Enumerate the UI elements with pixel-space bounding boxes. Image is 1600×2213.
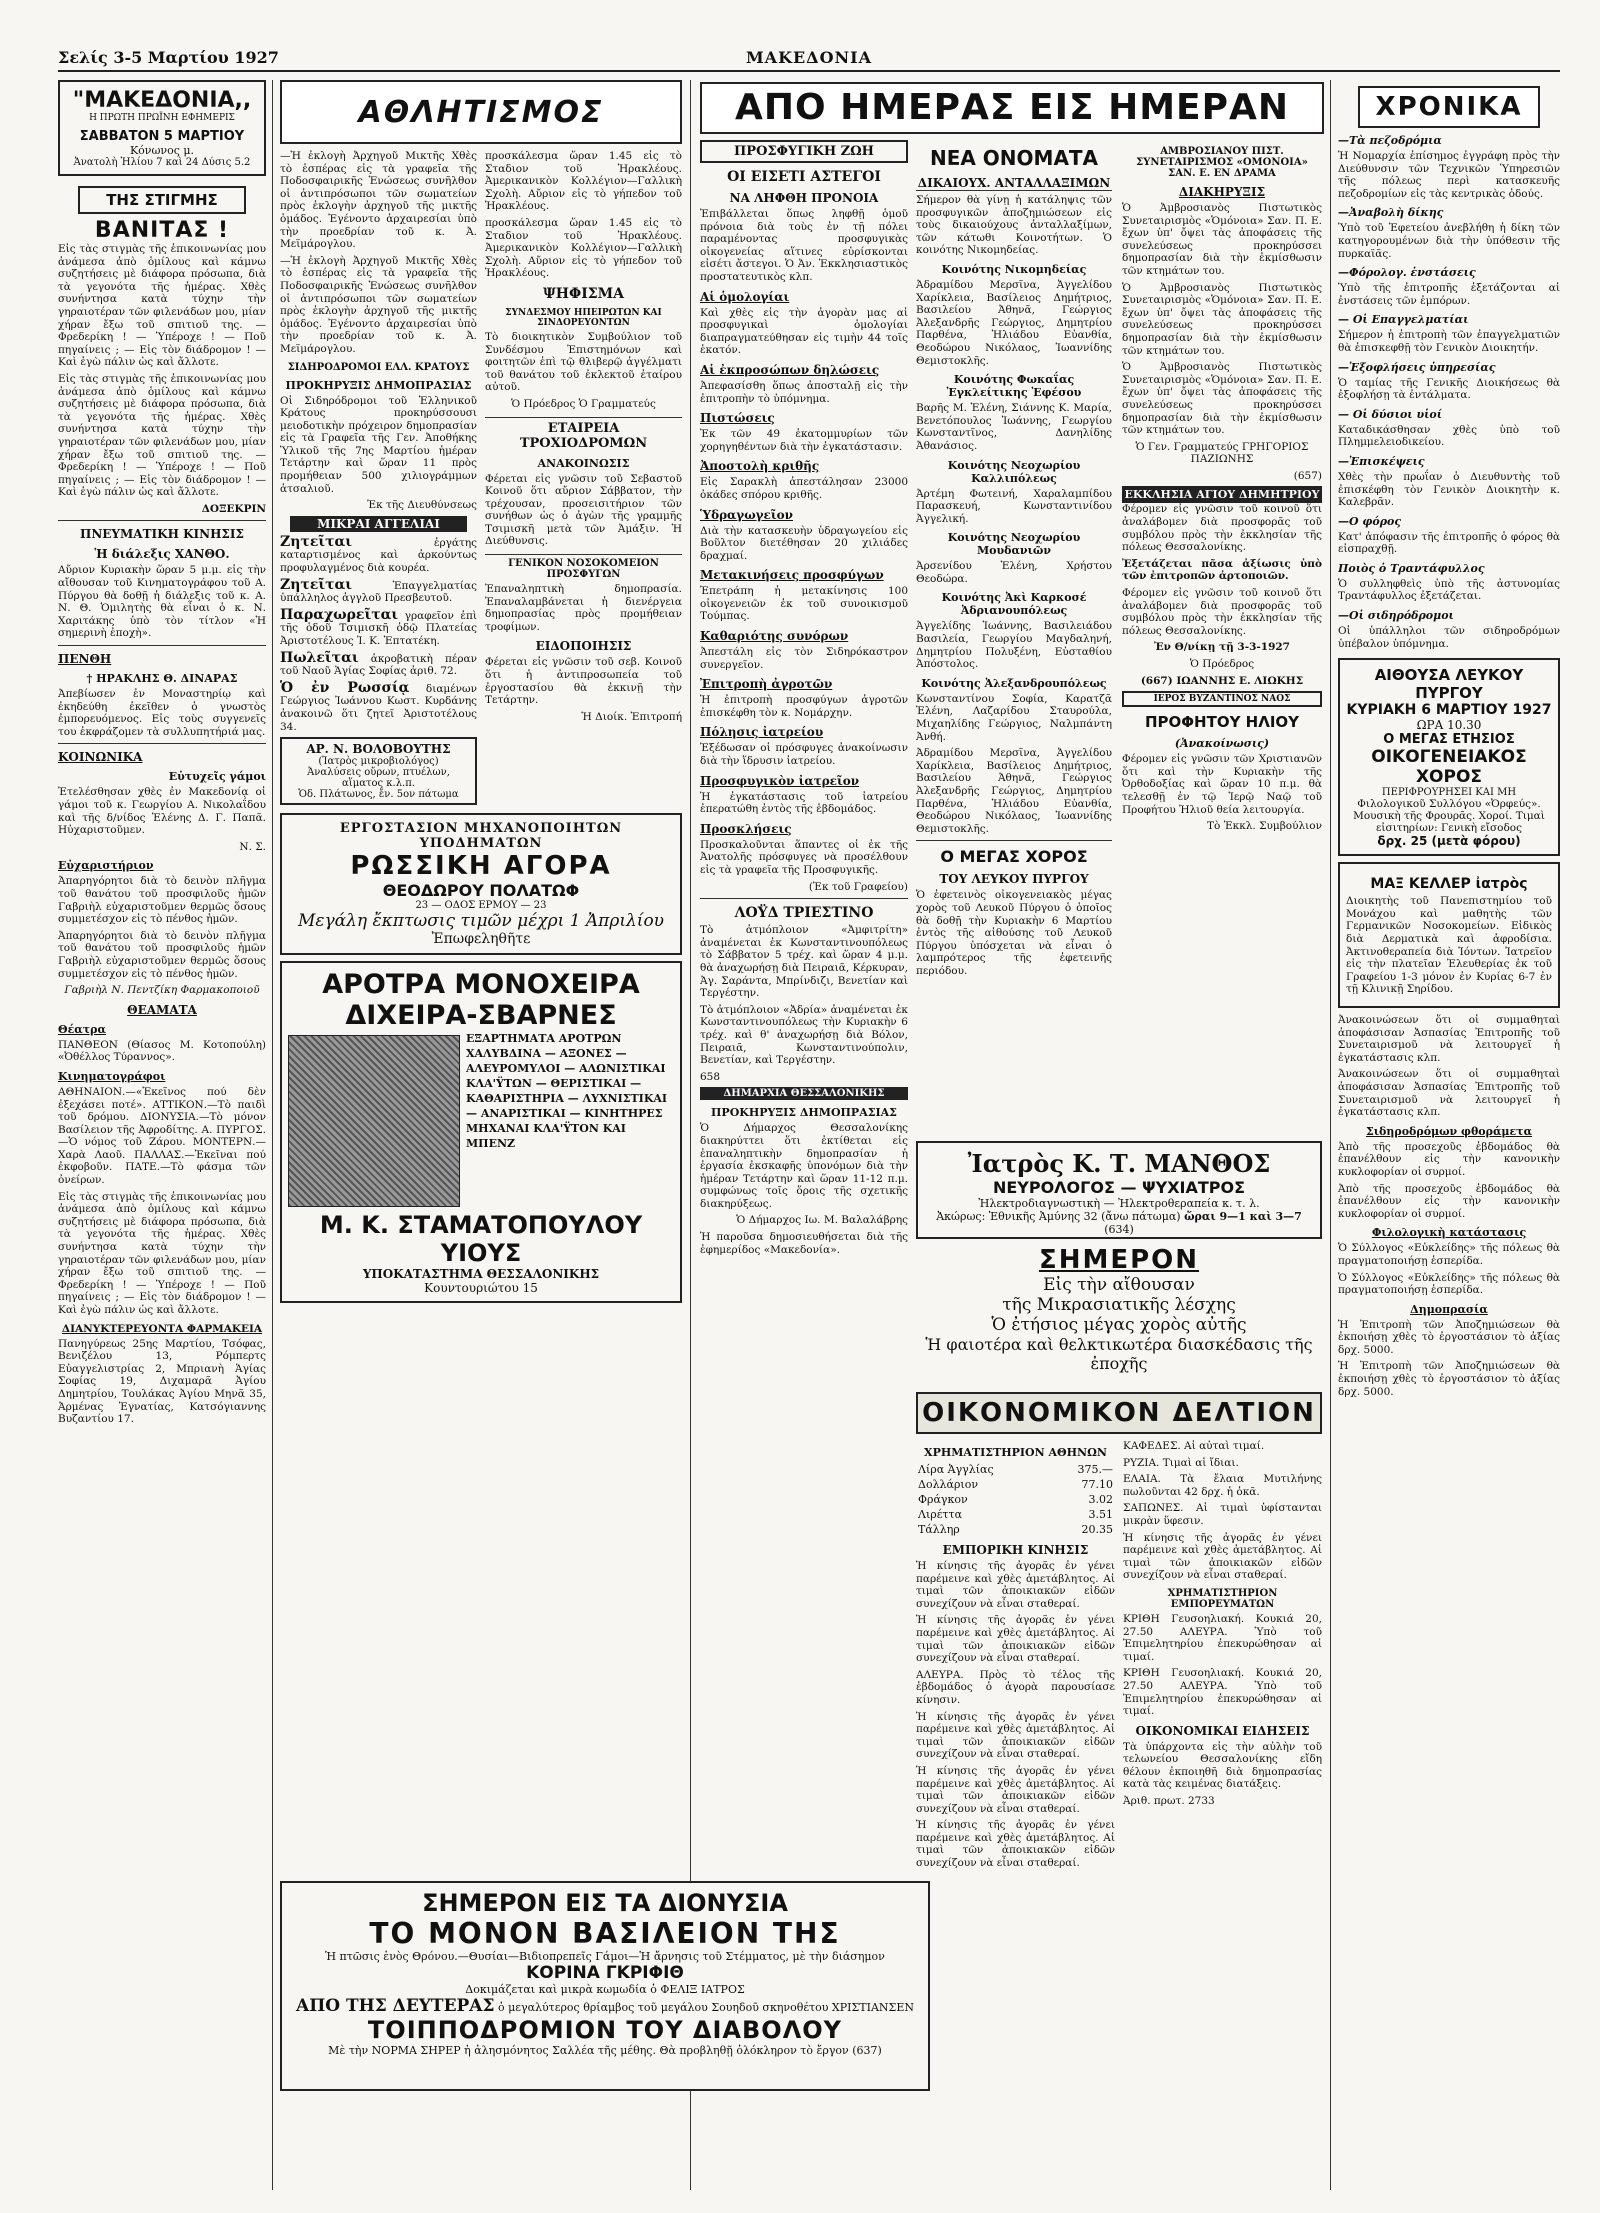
dionysia-heading: ΣΗΜΕΡΟΝ ΕΙΣ ΤΑ ΔΙΟΝΥΣΙΑ bbox=[422, 1889, 788, 1917]
dimarxia-text: Ὁ Δήμαρχος Θεσσαλονίκης διακηρύττει ὅτι ἐκτίθεται εἰς ἐπαναληπτικὴν δημοπρασίαν ἡ ἐργασία ἐκσκαφῆς ὑπονόμων διὰ τὴν ἡμέραν Τετάρτην καὶ ὥραν 11-12 π.μ. συμφώνως τοῖς ὅροις τῆς σχετικῆς διακηρύξεως. bbox=[700, 1122, 908, 1210]
lloyd-num: 658 bbox=[700, 1070, 721, 1083]
sunrise-sunset: Ἀνατολὴ Ἡλίου 7 καὶ 24 Δύσις 5.2 bbox=[73, 157, 251, 168]
penthi-text: Ἀπεβίωσεν ἐν Μοναστηρίῳ καὶ ἐκηδεύθη ἐκεῖθεν ὁ γνωστὸς ἐμπορευόμενος. Εἰς τοὺς συγγενεῖς του ἐκφράζομεν τὰ συλλυπητήριά μας. bbox=[58, 688, 266, 738]
eisiti-heading: ΟΙ ΕΙΣΕΤΙ ΑΣΤΕΓΟΙ bbox=[727, 169, 881, 185]
omologiai-text: Καὶ χθὲς εἰς τὴν ἀγορὰν μας αἱ προσφυγικαὶ ὁμολογίαι διαπραγματεύθησαν εἰς τιμὴν 44 τοῖς ἑκατόν. bbox=[700, 306, 908, 357]
dionysia-cast: Μὲ τὴν ΝΟΡΜΑ ΣΗΡΕΡ ἡ ἀλησμόνητος Σαλλέα τῆς μέθης. Θὰ προβληθῇ ὁλόκληρον τὸ ἔργον bbox=[328, 2044, 849, 2057]
keller-ad bbox=[1338, 862, 1560, 1008]
rossiki-heading: ΕΡΓΟΣΤΑΣΙΟΝ ΜΗΧΑΝΟΠΟΙΗΤΩΝ ΥΠΟΔΗΜΑΤΩΝ bbox=[339, 821, 623, 852]
dimarxia-sign: Ὁ Δήμαρχος Ιω. Μ. Βαλαλάβρης bbox=[736, 1214, 908, 1227]
banner-title: ΑΠΟ ΗΜΕΡΑΣ ΕΙΣ ΗΜΕΡΑΝ bbox=[734, 87, 1290, 128]
saint-name: Κόνωνος μ. bbox=[129, 144, 195, 157]
athlitismos-text-2b: προσκάλεσμα ὥραν 1.45 εἰς τὸ Σταδιον τοῦ Ἡρακλέους. Ἀμερικανικὸν Κολλέγιον—Γαλλικὴ Σχολὴ. Αὔριον εἰς τὸ γήπεδον τοῦ Ἡρακλέους. bbox=[485, 216, 682, 280]
dim-text-2: Ἡ Ἐπιτροπὴ τῶν Ἀποζημιώσεων θὰ ἐκποιήσῃ χθὲς τὸ ἐργοστάσιον τὸ ἀξίας δρχ. 5000. bbox=[1338, 1360, 1560, 1398]
vanitas-text: Εἰς τὰς στιγμὰς τῆς ἐπικοινωνίας μου ἀνάμεσα ἀπὸ ὁμίλους καὶ κάμνω συζητήσεις μὲ διάφορα πρόσωπα, διὰ τὰ γεγονότα τῆς ἡμέρας. Χθὲς συνήντησα κατὰ τύχην τὴν γηραιοτέραν τῶν φιλενάδων μου, μίαν χήραν ἔξω τοῦ σπιτιοῦ της. — Φρεδερίκη ! — Ὑπέροχε ! — Ποῦ πηγαίνεις ; — Εἰς τὸν διάδρομον ! — Καὶ ἐγὼ πάλιν ὡς καὶ ἄλλοτε. bbox=[58, 243, 266, 369]
dionysia-next-text: ὁ μεγαλύτερος θρίαμβος τοῦ μεγάλου Σουηδοῦ σκηνοθέτου ΧΡΙΣΤΙΑΝΣΕΝ bbox=[498, 2001, 914, 2014]
vanitas-signature: ΔΟΞΕΚΡΙΝ bbox=[201, 502, 266, 515]
rossiki-name: ΡΩΣΣΙΚΗ ΑΓΟΡΑ bbox=[350, 851, 612, 882]
genikon-text: Ἐπαναληπτικὴ δημοπρασία. Ἐπαναλαμβάνεται ἡ διενέργεια δημοπρασίας πρὸς προμήθειαν τροφίμων. bbox=[485, 583, 682, 633]
amvrosios-text-3: Ὁ Ἀμβροσιανὸς Πιστωτικὸς Συνεταιρισμὸς «Ὁμόνοια» Σαν. Π. Ε. ἔχων ὑπ' ὄψει τὰς ἀποφάσεις τῆς συνελεύσεως προκηρύσσει δημοπρασίαν διὰ τὴν ἐκμίσθωσιν τῶν κτημάτων του. bbox=[1122, 361, 1322, 437]
rate-row bbox=[916, 1492, 1115, 1507]
xronika-item-text: Σήμερον ἡ ἐπιτροπὴ τῶν ἐπαγγελματιῶν θὰ ἐπισκεφθῇ τὸν Γενικὸν Διοικητήν. bbox=[1338, 329, 1560, 354]
xrim-heading: ΧΡΗΜΑΤΙΣΤΗΡΙΟΝ ΑΘΗΝΩΝ bbox=[924, 1446, 1107, 1459]
simeron-ad bbox=[916, 1245, 1322, 1375]
stigmi-heading: ΤΗΣ ΣΤΙΓΜΗΣ bbox=[78, 186, 246, 214]
ad-heading: ΑΙΘΟΥΣΑ ΛΕΥΚΟΥ ΠΥΡΓΟΥ bbox=[1374, 666, 1524, 703]
simeron-line-1: Εἰς τὴν αἴθουσαν bbox=[1043, 1275, 1195, 1295]
ad-date: ΚΥΡΙΑΚΗ 6 ΜΑΡΤΙΟΥ 1927 bbox=[1346, 702, 1552, 719]
arotra-list: ΕΞΑΡΤΗΜΑΤΑ ΑΡΟΤΡΩΝ ΧΑΛΥΒΔΙΝΑ — ΑΞΟΝΕΣ — ΑΛΕΥΡΟΜΥΛΟΙ — ΑΛΩΝΙΣΤΙΚΑΙ ΚΛΑ'ΫΤΩΝ — ΘΕΡΙΣΤΙΚΑΙ — ΚΑΘΑΡΙΣΤΗΡΙΑ — ΛΥΧΝΙΣΤΙΚΑΙ — ΑΝΑΡΙΣΤΙΚΑΙ — ΚΙΝΗΤΗΡΕΣ ΜΗΧΑΝΑΙ ΚΛΑ'ΫΤΟΝ ΚΑΙ ΜΠΕΝΖ bbox=[466, 1032, 668, 1151]
nea-community-4: Κοινότης Νεοχωρίου Μουδανιῶν bbox=[947, 531, 1081, 558]
nea-text-1: Σήμερον θὰ γίνῃ ἡ κατάληψις τῶν προσφυγικῶν ἀποζημιώσεων εἰς τοὺς δικαιούχους ἀνταλλαξίμων, τῶν κάτωθι Κοινοτήτων. Ὁ κοινότης Νικομηδείας. bbox=[916, 194, 1112, 257]
rossiki-address: 23 — ΟΔΟΣ ΕΡΜΟΥ — 23 bbox=[415, 900, 547, 912]
nea-text-3: Βαρῆς Μ. Ἑλένη, Σιάννης Κ. Μαρία, Βενετόπουλος Ἰωάννης, Γεωργίου Κωνσταντῖνος, Δανηλίδης Ἀθανάσιος. bbox=[916, 402, 1112, 452]
genikon-heading: ΓΕΝΙΚΟΝ ΝΟΣΟΚΟΜΕΙΟΝ ΠΡΟΣΦΥΓΩΝ bbox=[485, 554, 682, 580]
sapwnia-text: ΣΑΠΩΝΕΣ. Αἱ τιμαὶ ὑφίστανται μικρὰν ὕφεσιν. bbox=[1123, 1502, 1322, 1527]
megas-xoros-heading: Ο ΜΕΓΑΣ ΧΟΡΟΣ bbox=[940, 847, 1088, 867]
rate-value: 375.— bbox=[1077, 1463, 1113, 1476]
dimarxia-note: Ἡ παροῦσα δημοσιευθήσεται διὰ τῆς ἐφημερίδος «Μακεδονία». bbox=[700, 1231, 908, 1256]
simeron-line-3: Ὁ ἐτήσιος μέγας χορὸς αὐτῆς bbox=[991, 1315, 1247, 1335]
profitis-text: Φέρομεν εἰς γνῶσιν τῶν Χριστιανῶν ὅτι καὶ τὴν Κυριακὴν τῆς Ὀρθοδοξίας καὶ ὥραν 10 π.μ. θὰ τελεσθῇ ἐν τῷ Ἱερῷ Ναῷ τοῦ Προφήτου Ἠλιοῦ θεία λειτουργία. bbox=[1122, 753, 1322, 816]
emporiki-text-3: Ἡ κίνησις τῆς ἀγορᾶς ἐν γένει παρέμεινε καὶ χθὲς ἀμετάβλητος. Αἱ τιμαὶ τῶν ἀποικιακῶν εἰδῶν συνεχίζουν νὰ εἶναι σταθεραί. bbox=[916, 1710, 1115, 1761]
xronika-item-heading: —Οἱ σιδηρόδρομοι bbox=[1338, 609, 1454, 623]
rate-name: Λιρέττα bbox=[918, 1508, 963, 1521]
xronika-item-text: Ὑπὸ τῆς ἐπιτροπῆς ἐξετάζονται αἱ ἐνστάσεις τῶν ἐμπόρων. bbox=[1338, 282, 1560, 307]
theatra-text: ΠΑΝΘΕΟΝ (Θίασος Μ. Κοτοπούλη) «Ὀθέλλος Τύραννος». bbox=[58, 1038, 266, 1064]
ekklisia-text: Φέρομεν εἰς γνῶσιν τοῦ κοινοῦ ὅτι ἀναλάβομεν διὰ προσφορᾶς τοῦ συμβόλου πρὸς τὴν ἐκκλησίαν τῆς πόλεως Θεσσαλονίκης. bbox=[1122, 503, 1322, 554]
nea-community-5: Κοινότης Ἀκὶ Καρκοσέ Ἀδριανουπόλεως bbox=[941, 591, 1087, 618]
xronika-item-text: Κατ' ἀπόφασιν τῆς ἐπιτροπῆς ὁ φόρος θὰ εἰσπραχθῇ. bbox=[1338, 530, 1560, 556]
vanitas-text-repeat: Εἰς τὰς στιγμὰς τῆς ἐπικοινωνίας μου ἀνάμεσα ἀπὸ ὁμίλους καὶ κάμνω συζητήσεις μὲ διάφορα πρόσωπα, διὰ τὰ γεγονότα τῆς ἡμέρας. Χθὲς συνήντησα κατὰ τύχην τὴν γηραιοτέραν τῶν φιλενάδων μου, μίαν χήραν ἔξω τοῦ σπιτιοῦ της. — Φρεδερίκη ! — Ὑπέροχε ! — Ποῦ πηγαίνεις ; — Εἰς τὸν διάδρομον ! — Καὶ ἐγὼ πάλιν ὡς καὶ ἄλλοτε. bbox=[58, 372, 266, 499]
xronika-item-text: Ὑπὸ τοῦ Ἐφετείου ἀνεβλήθη ἡ δίκη τῶν κατηγορουμένων διὰ τὴν ὑπόθεσιν τῆς πυρκαϊᾶς. bbox=[1338, 222, 1560, 260]
arotra-company: Μ. Κ. ΣΤΑΜΑΤΟΠΟΥΛΟΥ ΥΙΟΥΣ bbox=[319, 1211, 643, 1268]
eidopoiisis-heading: ΕΙΔΟΠΟΙΗΣΙΣ bbox=[535, 639, 632, 654]
nea-text-8: Ἀδραμίδου Μερσῖνα, Ἀγγελίδου Χαρίκλεια, Βασίλειος Δημήτριος, Βασιλείου Ἀθηνᾶ, Γεώργιος Ἀλεξανδρῆς Γεώργιος, Δημητρίου Παρθένα, Ἠλιάδου Εὐανθία, Θεοδώρου Νικόλαος, Ἰωαννίδης Θεμιστοκλῆς. bbox=[916, 747, 1112, 835]
dionysia-num: (637) bbox=[852, 2044, 882, 2057]
xronika-item-heading: —Ἐπισκέψεις bbox=[1338, 454, 1425, 468]
amvrosios-text: Ὁ Ἀμβροσιανὸς Πιστωτικὸς Συνεταιρισμὸς «Ὁμόνοια» Σαν. Π. Ε. ἔχων ὑπ' ὄψει τὰς ἀποφάσεις τῆς συνελεύσεως προκηρύσσει δημοπρασίαν διὰ τὴν ἐκμίσθωσιν τῶν κτημάτων του. bbox=[1122, 202, 1322, 277]
masthead-subtitle: Η ΠΡΩΤΗ ΠΡΩΪΝΗ ΕΦΗΜΕΡΙΣ bbox=[89, 113, 235, 123]
athlitismos-text-2: προσκάλεσμα ὥραν 1.45 εἰς τὸ Σταδιον τοῦ Ἡρακλέους. Ἀμερικανικὸν Κολλέγιον—Γαλλικὴ Σχολὴ. Αὔριον εἰς τὸ γήπεδον τοῦ Ἡρακλέους. bbox=[485, 150, 682, 213]
lloyd-heading: ΛΟΫΔ ΤΡΙΕΣΤΙΝΟ bbox=[734, 905, 874, 922]
kinim-text-2: Εἰς τὰς στιγμὰς τῆς ἐπικοινωνίας μου ἀνάμεσα ἀπὸ ὁμίλους καὶ κάμνω συζητήσεις μὲ διάφορα πρόσωπα, διὰ τὰ γεγονότα τῆς ἡμέρας. Χθὲς συνήντησα κατὰ τύχην τὴν γηραιοτέραν τῶν φιλενάδων μου, μίαν χήραν ἔξω τοῦ σπιτιοῦ της. — Φρεδερίκη ! — Ὑπέροχε ! — Ποῦ πηγαίνεις ; — Εἰς τὸν διάδρομον ! — Καὶ ἐγὼ πάλιν ὡς καὶ ἄλλοτε. bbox=[58, 1190, 266, 1316]
nea-text-5: Ἀρσενίδου Ἑλένη, Χρήστου Θεοδώρα. bbox=[916, 560, 1112, 585]
arotra-address: Κουντουριώτου 15 bbox=[424, 1281, 538, 1296]
amvrosios-num: (657) bbox=[1293, 469, 1322, 482]
nea-community-2: Κοινότης Φωκαΐας Ἐγκλείτικης Ἐφέσου bbox=[946, 373, 1082, 400]
zitite-text-1: ἐργάτης καταρτισμένος καὶ ἀρκούντως προφυλαγμένος διὰ κουρέα. bbox=[280, 536, 477, 575]
ekprosopon-heading: Αἱ ἐκπροσώπων δηλώσεις bbox=[700, 362, 880, 377]
eidopoiisis-text: Φέρεται εἰς γνῶσιν τοῦ σεβ. Κοινοῦ ὅτι ἡ ἀντιπροσωπεία τοῦ ἐργοστασίου θὰ ἐκκινῇ τὴν Τετάρτην. bbox=[485, 656, 682, 707]
xronika-item-text: Ἡ Νομαρχία ἐπίσημος ἐγγράφη πρὸς τὴν Διεύθυνσιν τῶν Τεχνικῶν Ὑπηρεσιῶν τῆς πόλεως περὶ κατασκευῆς πεζοδρομίων εἰς τὰς κεντρικὰς ὁδούς. bbox=[1338, 150, 1560, 200]
arotra-branch: ΥΠΟΚΑΤΑΣΤΗΜΑ ΘΕΣΣΑΛΟΝΙΚΗΣ bbox=[362, 1267, 600, 1282]
ekklisia-sign: (667) ΙΩΑΝΝΗΣ Ε. ΛΙΩΚΗΣ bbox=[1140, 674, 1304, 687]
ekprosopon-text: Ἀπεφασίσθη ὅπως ἀποσταλῇ εἰς τὴν ἐπιτροπὴν τὸ ὑπόμνημα. bbox=[700, 379, 908, 405]
ad-time: ΩΡΑ 10.30 bbox=[1416, 718, 1482, 733]
agrotes-heading: Ἐπιτροπὴ ἀγροτῶν bbox=[700, 677, 833, 692]
anakoinosis-heading: ΑΝΑΚΟΙΝΩΣΙΣ bbox=[537, 456, 630, 470]
rossiki-sale: Μεγάλη ἔκπτωσις τιμῶν μέχρι 1 Ἀπριλίου bbox=[297, 911, 665, 932]
manthos-hours: ὥραι 9—1 καὶ 3—7 bbox=[1184, 1210, 1302, 1223]
anakoinosis-text: Φέρεται εἰς γνῶσιν τοῦ Σεβαστοῦ Κοινοῦ ὅτι αὔριον Σάββατον, τὴν τρέχουσαν, προσεισιτήριον τῶν συνήθων ὡς ὁ ἀγὼν τῆς γραμμῆς Τσιμισκῆ μετὰ τῶν Ἀμάξιν. Ἡ Διεύθυνσις. bbox=[485, 472, 682, 548]
koinonika-heading: ΚΟΙΝΩΝΙΚΑ bbox=[58, 750, 143, 765]
dionysia-extra: Δοκιμάζεται καὶ μικρὰ κωμωδία ὁ ΦΕΛΙΞ ΙΑΤΡΟΣ bbox=[465, 1983, 745, 1996]
metakiniseis-text: Ἐπετράπη ἡ μετακίνησις 100 οἰκογενειῶν ἐκ τοῦ συνοικισμοῦ Τούμπας. bbox=[700, 585, 908, 623]
pistoseis-text: Ἐκ τῶν 49 ἐκατομμυρίων τῶν χορηγηθέντων διὰ τὴν ἐγκατάστασιν. bbox=[700, 428, 908, 453]
rossia: Ὁ ἐν Ρωσσίᾳ bbox=[280, 679, 410, 696]
farmakeia-heading: ΔΙΑΝΥΚΤΕΡΕΥΟΝΤΑ ΦΑΡΜΑΚΕΙΑ bbox=[61, 1322, 263, 1335]
penthi-name: † ΗΡΑΚΛΗΣ Θ. ΔΙΝΑΡΑΣ bbox=[86, 672, 238, 686]
ad-event-2: ΟΙΚΟΓΕΝΕΙΑΚΟΣ ΧΟΡΟΣ bbox=[1371, 747, 1527, 788]
column-rule bbox=[1330, 80, 1331, 2190]
rate-value: 3.02 bbox=[1088, 1493, 1113, 1506]
ad-event: Ο ΜΕΓΑΣ ΕΤΗΣΙΟΣ bbox=[1383, 732, 1515, 748]
zitite-2: Ζητεῖται bbox=[280, 576, 353, 593]
megas-xoros-text: Ὁ ἐφετεινὸς οἰκογενειακὸς μέγας χορὸς τοῦ Λευκοῦ Πύργου ὁ ὁποῖος θὰ δοθῇ τὴν Κυριακὴν 6 Μαρτίου ἐντὸς τῆς αἰθούσης τοῦ Λευκοῦ Πύργου ὑπόσχεται νὰ εἶναι ὁ λαμπρότερος τῆς ἐφετεινῆς περιόδου. bbox=[916, 889, 1112, 977]
mikrai-heading: ΜΙΚΡΑΙ ΑΓΓΕΛΙΑΙ bbox=[290, 516, 467, 532]
proskliseis-heading: Προσκλήσεις bbox=[700, 821, 792, 836]
xronika-title: ΧΡΟΝΙΚΑ bbox=[1375, 92, 1523, 122]
ekklisia-president: Ὁ Πρόεδρος bbox=[1189, 658, 1255, 670]
apostoli-heading: Ἀποστολὴ κριθῆς bbox=[700, 459, 820, 474]
iatreio-text: Ἐξέδωσαν οἱ πρόσφυγες ἀνακοίνωσιν διὰ τὴν ἵδρυσιν ἰατρείου. bbox=[700, 742, 908, 768]
xantho-heading: Ἡ διάλεξις ΧΑΝΘΟ. bbox=[94, 547, 230, 562]
penthi-heading: ΠΕΝΘΗ bbox=[58, 652, 112, 667]
apostoli-text: Εἰς Σαρακλὴ ἀπεστάλησαν 23000 ὀκάδες σπόρου κριθῆς. bbox=[700, 476, 908, 501]
poleitai: Πωλεῖται bbox=[280, 649, 359, 666]
rate-value: 20.35 bbox=[1081, 1523, 1113, 1536]
vanitas-heading: ΒΑΝΙΤΑΣ ! bbox=[94, 218, 230, 243]
dimoprasia-heading: ΠΡΟΚΗΡΥΞΙΣ ΔΗΜΟΠΡΑΣΙΑΣ bbox=[285, 378, 472, 392]
xronika-item-heading: —Ἀναβολὴ δίκης bbox=[1338, 206, 1444, 220]
xronika-item-heading: —Φόρολογ. ἐνστάσεις bbox=[1338, 266, 1476, 280]
oik-eid-text: Τὰ ὑπάρχοντα εἰς τὴν αὐλὴν τοῦ τελωνείου Θεσσαλονίκης εἴδη θέλουν ἐκποιηθῆ διὰ δημοπρασίας κατὰ τὰς κειμένας διατάξεις. bbox=[1123, 1740, 1322, 1791]
poleitai-text: ἀκροβατικὴ πέραν τοῦ Ναοῦ Ἁγίας Σοφίας ἀριθ. 72. bbox=[280, 652, 477, 678]
rigia-text: ΡΥΖΙΑ. Τιμαὶ αἱ ἴδιαι. bbox=[1123, 1456, 1239, 1469]
nea-community-1: Κοινότης Νικομηδείας bbox=[941, 262, 1087, 276]
arotra-heading: ΑΡΟΤΡΑ ΜΟΝΟΧΕΙΡΑ bbox=[322, 969, 640, 1001]
xronika-item-heading: — Οἱ δύσιοι υἱοί bbox=[1338, 407, 1443, 421]
psifisma-text: Τὸ διοικητικὸν Συμβούλιον τοῦ Συνδέσμου Ἐπιστημόνων καὶ φοιτητῶν ἐπὶ τῷ θλιβερῷ ἀγγέλματι τοῦ θανάτου τοῦ ἐκλεκτοῦ ἐταίρου αὐτοῦ. bbox=[485, 330, 682, 394]
doctor-sub: (Ἰατρὸς μικροβιολόγος) bbox=[318, 756, 439, 768]
katharotis-heading: Καθαριότης συνόρων bbox=[700, 629, 849, 644]
nea-text-2: Ἀδραμίδου Μερσῖνα, Ἀγγελίδου Χαρίκλεια, Βασίλειος Δημήτριος, Βασιλείου Ἀθηνᾶ, Γεώργιος Ἀλεξανδρῆς Γεώργιος, Δημητρίου Παρθένα, Ἠλιάδου Εὐανθία, Θεοδώρου Νικόλαος, Ἰωαννίδης Θεμιστοκλῆς. bbox=[916, 278, 1112, 367]
doctor-text: Ἀναλύσεις οὔρων, πτυέλων, αἵματος κ.λ.π. bbox=[307, 767, 450, 790]
prosf-heading: ΠΡΟΣΦΥΓΙΚΗ ΖΩΗ bbox=[700, 140, 908, 163]
masthead-title: "ΜΑΚΕΔΟΝΙΑ,, bbox=[72, 88, 252, 113]
oikonomikon-section bbox=[916, 1392, 1322, 2092]
lefkos-pyrgos-ad bbox=[1338, 658, 1560, 856]
sid-text-2: Ἀπὸ τῆς προσεχοῦς ἑβδομάδος θὰ ἐπανέλθουν εἰς τὴν κανονικὴν κυκλοφορίαν οἱ συρμοί. bbox=[1338, 1182, 1560, 1220]
megas-xoros-sub: ΤΟΥ ΛΕΥΚΟΥ ΠΥΡΓΟΥ bbox=[939, 872, 1089, 887]
amvrosios-sign: Ὁ Γεν. Γραμματεύς ΓΡΗΓΟΡΙΟΣ ΠΑΖΙΩΝΗΣ bbox=[1135, 440, 1309, 466]
katharotis-text: Ἀπεστάλη εἰς τὸν Σιδηρόκαστρον συνεργεῖον. bbox=[700, 646, 908, 671]
arotra-ad bbox=[280, 961, 682, 1303]
ad-text: Φιλολογικοῦ Συλλόγου «Ὀρφεύς». Μουσικὴ τῆς Φρουρᾶς. Χοροί. Τιμαὶ εἰσιτηρίων: Γενικὴ εἴσοδος bbox=[1353, 798, 1545, 835]
dimoprasia-sub: ΣΙΔΗΡΟΔΡΟΜΟΙ ΕΛΛ. ΚΡΑΤΟΥΣ bbox=[287, 361, 470, 373]
emporiki-text-6: Ἡ κίνησις τῆς ἀγορᾶς ἐν γένει παρέμεινε καὶ χθὲς ἀμετάβλητος. Αἱ τιμαὶ τῶν ἀποικιακῶν εἰδῶν συνεχίζουν νὰ εἶναι σταθεραί. bbox=[1123, 1531, 1322, 1582]
nea-community-3: Κοινότης Νεοχωρίου Καλλιπόλεως bbox=[947, 458, 1081, 485]
dim-heading: Δημοπρασία bbox=[1410, 1302, 1488, 1316]
gamoi-text: Ἐτελέσθησαν χθὲς ἐν Μακεδονίᾳ οἱ γάμοι τοῦ κ. Γεωργίου Α. Νικολαΐδου καὶ τῆς δ/νίδος Ἑλένης Δ. Γ. Παπᾶ. Ηὐχαριστοῦμεν. bbox=[58, 786, 266, 837]
fil-heading: Φιλολογικὴ κατάστασις bbox=[1371, 1226, 1527, 1240]
column-6 bbox=[1338, 80, 1560, 2180]
oikonomikon-title: ΟΙΚΟΝΟΜΙΚΟΝ ΔΕΛΤΙΟΝ bbox=[922, 1398, 1316, 1428]
profitis-sign: Τὸ Ἐκκλ. Συμβούλιον bbox=[1207, 820, 1322, 833]
rate-name: Τάλληρ bbox=[918, 1523, 960, 1536]
ydragogeion-heading: Ὑδραγωγεῖον bbox=[700, 507, 793, 522]
rossiki-agora-ad bbox=[280, 813, 682, 955]
fil-text-2: Ὁ Σύλλογος «Εὐκλείδης» τῆς πόλεως θὰ πραγματοποιήσῃ ἑσπερίδα. bbox=[1338, 1271, 1560, 1297]
manthos-title: Ἰατρὸς Κ. Τ. ΜΑΝΘΟΣ bbox=[967, 1149, 1271, 1178]
athlitismos-title: ΑΘΛΗΤΙΣΜΟΣ bbox=[358, 94, 604, 130]
column-1 bbox=[58, 80, 266, 2200]
nea-text-7: Κωνσταντίνου Σοφία, Καρατζᾶ Ἑλένη, Λαζαρίδου Σταυρούλα, Μιχαηλίδης Γεώργιος, Ναλμπάντη Ἀνθή. bbox=[916, 692, 1112, 743]
pneumatiki-heading: ΠΝΕΥΜΑΤΙΚΗ ΚΙΝΗΣΙΣ bbox=[79, 527, 245, 542]
dimoprasia-text: Οἱ Σιδηρόδρομοι τοῦ Ἑλληνικοῦ Κράτους προκηρύσσουσι μειοδοτικὴν πρόχειρον δημοπρασίαν εἰς τὰ Γραφεῖα τῆς Γεν. Ἀποθήκης Ὑλικοῦ τῆς 7ης Μαρτίου ἡμέραν Τετάρτην καὶ ὥραν 11 πρὸς προμήθειαν 500 χιλιογράμμων ἀτσαλιοῦ. bbox=[280, 394, 477, 495]
eyxaristirion-heading: Εὐχαριστήριον bbox=[58, 859, 154, 873]
emporiki-heading: ΕΜΠΟΡΙΚΗ ΚΙΝΗΣΙΣ bbox=[942, 1543, 1089, 1557]
emporiki-text-2: Ἡ κίνησις τῆς ἀγορᾶς ἐν γένει παρέμεινε καὶ χθὲς ἀμετάβλητος. Αἱ τιμαὶ τῶν ἀποικιακῶν εἰδῶν συνεχίζουν νὰ εἶναι σταθεραί. bbox=[916, 1614, 1115, 1665]
xrim2-text: ΚΡΙΘΗ Γευσοηλιακή. Κουκιά 20, 27.50 ΑΛΕΥΡΑ. Ὑπὸ τοῦ Ἐπιμελητηρίου ἐπεκυρώθησαν αἱ τιμαί. bbox=[1123, 1612, 1322, 1663]
iatreio-heading: Πόλησις ἰατρείου bbox=[700, 725, 824, 740]
xrim2-text-2: ΚΡΙΘΗ Γευσοηλιακή. Κουκιά 20, 27.50 ΑΛΕΥΡΑ. Ὑπὸ τοῦ Ἐπιμελητηρίου ἐπεκυρώθησαν αἱ τιμαί. bbox=[1123, 1667, 1322, 1718]
xantho-text: Αὔριον Κυριακὴν ὥραν 5 μ.μ. εἰς τὴν αἴθουσαν τοῦ Κινηματογράφου τοῦ Α. Πύργου θὰ δοθῇ ἡ διάλεξις τοῦ κ. Α. Ν. Θ. Ὁμιλητὴς θὰ εἶναι ὁ κ. Ν. Χαριτάκης ὑπὸ τὸν τίτλον «Ἡ σημερινὴ ἐποχὴ». bbox=[58, 564, 266, 640]
xronika-item-heading: Ποιὸς ὁ Τραντάφυλλος bbox=[1338, 561, 1485, 575]
profitis-heading: ΠΡΟΦΗΤΟΥ ΗΛΙΟΥ bbox=[1144, 713, 1300, 732]
manthos-spec: ΝΕΥΡΟΛΟΓΟΣ — ΨΥΧΙΑΤΡΟΣ bbox=[992, 1178, 1246, 1197]
ekklisia-heading: ΕΚΚΛΗΣΙΑ ΑΓΙΟΥ ΔΗΜΗΤΡΙΟΥ bbox=[1122, 486, 1322, 503]
xronika-item-heading: —Ο φόρος bbox=[1338, 514, 1402, 528]
xronika-item-text: Οἱ ὑπάλληλοι τῶν σιδηροδρόμων ὑπέβαλον ὑπόμνημα. bbox=[1338, 625, 1560, 650]
rate-value: 3.51 bbox=[1088, 1508, 1113, 1521]
paper-name: ΜΑΚΕΔΟΝΙΑ bbox=[745, 48, 873, 67]
lipsi-heading: ΝΑ ΛΗΦΘΗ ΠΡΟΝΟΙΑ bbox=[729, 191, 879, 205]
simeron-line-2: τῆς Μικρασιατικῆς λέσχης bbox=[1002, 1295, 1236, 1315]
rates-table bbox=[916, 1462, 1115, 1537]
nea-text-6: Ἀγγελίδης Ἰωάννης, Βασιλειάδου Βασιλεία, Γεωργίου Μαγδαληνή, Δημητρίου Πολυξένη, Εὐσταθίου Ἀπόστολος. bbox=[916, 620, 1112, 671]
doctor-name: ΑΡ. Ν. ΒΟΛΟΒΟΥΤΗΣ bbox=[306, 742, 451, 757]
kafedes-text: ΚΑΦΕΔΕΣ. Αἱ αὐταὶ τιμαί. bbox=[1123, 1440, 1265, 1452]
diakiryxis-heading: ΔΙΑΚΗΡΥΞΙΣ bbox=[1178, 185, 1266, 199]
etaireia-heading: ΕΤΑΙΡΕΙΑ ΤΡΟΧΙΟΔΡΟΜΩΝ bbox=[485, 417, 682, 451]
ekklisia-text-2: Φέρομεν εἰς γνῶσιν τοῦ κοινοῦ ὅτι ἀναλάβομεν διὰ προσφορᾶς τοῦ συμβόλου πρὸς τὴν ἐκκλησίαν τῆς πόλεως Θεσσαλονίκης. bbox=[1122, 587, 1322, 637]
keller-text: Διοικητὴς τοῦ Πανεπιστημίου τοῦ Μονάχου καὶ μαθητὴς τῶν Γερμανικῶν Νοσοκομείων. Εἰδικὸς διὰ Δερματικὰ καὶ ἀφροδίσια. Ἀκτινοθεραπεία διὰ Ἰόντων. Ἰατρεῖον εἰς τὴν πλατεῖαν Ἐλευθερίας ἐκ τοῦ Γραφείου 1-3 μόνον ἐν Κυρίας 6-7 ἐν τῇ Κλινικῇ Σηρίδου. bbox=[1346, 895, 1552, 996]
column-3 bbox=[700, 140, 908, 1860]
xronika-item-text: Καταδικάσθησαν χθὲς ὑπὸ τοῦ Πλημμελειοδικείου. bbox=[1338, 423, 1560, 449]
dim-text: Ἡ Ἐπιτροπὴ τῶν Ἀποζημιώσεων θὰ ἐκποιήσῃ χθὲς τὸ ἐργοστάσιον τὸ ἀξίας δρχ. 5000. bbox=[1338, 1318, 1560, 1356]
rate-row bbox=[916, 1462, 1115, 1477]
rate-row bbox=[916, 1507, 1115, 1522]
amvrosios-text-2: Ὁ Ἀμβροσιανὸς Πιστωτικὸς Συνεταιρισμὸς «Ὁμόνοια» Σαν. Π. Ε. ἔχων ὑπ' ὄψει τὰς ἀποφάσεις τῆς συνελεύσεως προκηρύσσει δημοπρασίαν διὰ τὴν ἐκμίσθωσιν τῶν κτημάτων του. bbox=[1122, 281, 1322, 357]
psifisma-sign: Ὁ Πρόεδρος Ὁ Γραμματεύς bbox=[511, 397, 656, 410]
rate-name: Δολλάριον bbox=[918, 1478, 979, 1491]
zitite-1: Ζητεῖται bbox=[280, 533, 353, 550]
kinim-heading: Κινηματογράφοι bbox=[58, 1069, 166, 1083]
xronika-item-text: Ὁ συλληφθεὶς ὑπὸ τῆς ἀστυνομίας Τραντάφυλλος ἐξετάζεται. bbox=[1338, 577, 1560, 603]
ekklisia-date: Ἐν Θ/νίκῃ τῇ 3-3-1927 bbox=[1154, 641, 1290, 654]
rossiki-cta: Ἐπωφεληθῆτε bbox=[431, 931, 531, 948]
manthos-ad bbox=[916, 1141, 1322, 1239]
dionysia-ad bbox=[280, 1881, 930, 2091]
paraxoreitai: Παραχωρεῖται bbox=[280, 606, 399, 623]
xronika-item-heading: — Οἱ Επαγγελματίαι bbox=[1338, 313, 1469, 327]
gamoi-initials: Ν. Σ. bbox=[239, 840, 266, 853]
masthead-box bbox=[58, 80, 266, 176]
eyxaristirion-signature: Γαβριὴλ Ν. Πεντζίκη Φαρμακοποιοῦ bbox=[64, 984, 260, 997]
apo-imeras-banner bbox=[700, 82, 1324, 134]
xronika-item-heading: —Τὰ πεζοδρόμια bbox=[1338, 134, 1442, 147]
rate-row bbox=[916, 1477, 1115, 1492]
dimarxia-heading: ΔΗΜΑΡΧΙΑ ΘΕΣΣΑΛΟΝΙΚΗΣ bbox=[700, 1087, 908, 1100]
kinim-text: ΑΘΗΝΑΙΟΝ.—«Ἐκεῖνος πού δὲν ἐξεχάσει ποτέ». ΑΤΤΙΚΟΝ.—Τὸ παιδὶ τοῦ δρόμου. ΔΙΟΝΥΣΙΑ.—Τὸ μόνον Βασίλειον τῆς Ἀφροδίτης. Α. ΠΥΡΓΟΣ.—Ὁ νόμος τοῦ Ζάρου. ΜΟΝΤΕΡΝ.—Χαρὰ Λαοῦ. ΠΑΛΛΑΣ.—Ἐκεῖναι πού ἐκφοβοῦν. ΠΑΤΕ.—Τὸ φάσμα τῶν ὀνείρων. bbox=[58, 1085, 266, 1187]
page-date: Σελίς 3-5 Μαρτίου 1927 bbox=[58, 48, 279, 67]
column-rule bbox=[690, 80, 691, 2190]
ydragogeion-text: Διὰ τὴν κατασκευὴν ὑδραγωγείου εἰς Βοῦλτον διετέθησαν 20 χιλιάδες δραχμαί. bbox=[700, 524, 908, 562]
rate-value: 77.10 bbox=[1081, 1478, 1113, 1491]
emporiki-text-4: Ἡ κίνησις τῆς ἀγορᾶς ἐν γένει παρέμεινε καὶ χθὲς ἀμετάβλητος. Αἱ τιμαὶ τῶν ἀποικιακῶν εἰδῶν συνεχίζουν νὰ εἶναι σταθεραί. bbox=[916, 1764, 1115, 1815]
fil-text: Ὁ Σύλλογος «Εὐκλείδης» τῆς πόλεως θὰ πραγματοποιήσῃ ἑσπερίδα. bbox=[1338, 1242, 1560, 1267]
manthos-num: (634) bbox=[1104, 1223, 1134, 1236]
nea-text-4: Ἀρτέμη Φωτεινή, Χαραλαμπίδου Παρασκευή, Κωνσταντινίδου Ἀγγελική. bbox=[916, 487, 1112, 525]
xronika-item-text: Χθὲς τὴν πρωΐαν ὁ Διευθυντὴς τοῦ ἐπισκέφθη τὸν Γενικὸν Διοικητὴν κ. Καλεβρᾶν. bbox=[1338, 470, 1560, 509]
lloyd-text: Τὸ ἀτμόπλοιον «Ἀμφιτρίτη» ἀναμένεται ἐκ Κωνσταντινουπόλεως τὸ Σάββατον 5 τρέχ. καὶ ὥραν 4 μ.μ. θὰ ἀναχωρήσῃ διὰ Πειραιᾶ, Κέρκυραν, Ἀγ. Σαράντα, Μπρίνδιζι, Βενετίαν καὶ Τεργέστην. bbox=[700, 924, 908, 1000]
eyxaristirion-text-2: Ἀπαρηγόρητοι διὰ τὸ δεινὸν πλῆγμα τοῦ θανάτου τοῦ προσφιλοῦς ἡμῶν Γαβριὴλ εὐχαριστοῦμεν θερμῶς ὅσους συμμετέσχον εἰς τὸ πένθος ἡμῶν. bbox=[58, 929, 266, 980]
nea-onomata-sub: ΔΙΚΑΙΟΥΧ. ΑΝΤΑΛΛΑΞΙΜΩΝ bbox=[917, 176, 1111, 190]
dionysia-film: ΤΟΙΠΠΟΔΡΟΜΙΟΝ ΤΟΥ ΔΙΑΒΟΛΟΥ bbox=[367, 2016, 843, 2044]
rate-name: Λίρα Ἀγγλίας bbox=[918, 1463, 994, 1476]
proskliseis-sign: (Ἐκ τοῦ Γραφείου) bbox=[808, 880, 908, 893]
theatra-heading: Θέατρα bbox=[58, 1022, 106, 1036]
dionysia-star: ΚΟΡΙΝΑ ΓΚΡΙΦΙΘ bbox=[526, 1963, 684, 1983]
column-rule bbox=[272, 80, 273, 2190]
rossia-text: διαμένων Γεώργιος Ἰωάννου Κωστ. Κυρδάνης ἀνακοινῶ ὅτι ζητεῖ Ἀριστοτέλους 34. bbox=[280, 682, 477, 733]
page-header bbox=[58, 48, 1560, 72]
dimoprasia-sign: Ἐκ τῆς Διευθύνσεως bbox=[367, 499, 477, 512]
theamata-heading: ΘΕΑΜΑΤΑ bbox=[127, 1002, 197, 1017]
athlitismos-text-1b: —Ἡ ἐκλογὴ Ἀρχηγοῦ Μικτῆς Χθὲς τὸ ἑσπέρας εἰς τὰ γραφεῖα τῆς Ποδοσφαιρικῆς Ἑνώσεως συνῆλθον οἱ ἀντιπρόσωποι τῶν σωματείων πρὸς ἐκλογὴν ἀρχηγοῦ τῆς μικτῆς ὁμάδος. Ἐγένοντο ἀρχαιρεσίαι ὑπὸ τὴν προεδρίαν τοῦ κ. Ἀ. Μεϊμάρογλου. bbox=[280, 254, 477, 355]
athlitismos-text-1: —Ἡ ἐκλογὴ Ἀρχηγοῦ Μικτῆς Χθὲς τὸ ἑσπέρας εἰς τὰ γραφεῖα τῆς Ποδοσφαιρικῆς Ἑνώσεως συνῆλθον οἱ ἀντιπρόσωποι τῶν σωματείων πρὸς ἐκλογὴν ἀρχηγοῦ τῆς μικτῆς ὁμάδος. Ἐγένοντο ἀρχαιρεσίαι ὑπὸ τὴν προεδρίαν τοῦ κ. Ἀ. Μεϊμάρογλου. bbox=[280, 150, 477, 251]
omologiai-heading: Αἱ ὁμολογίαι bbox=[700, 289, 790, 304]
manthos-text: Ἠλεκτροδιαγνωστικὴ — Ἠλεκτροθεραπεία κ. τ. λ. bbox=[978, 1197, 1260, 1210]
gamoi-heading: Εὐτυχεῖς γάμοι bbox=[168, 770, 266, 784]
sid-text: Ἀπὸ τῆς προσεχοῦς ἑβδομάδος θὰ ἐπανέλθουν εἰς τὴν κανονικὴν κυκλοφορίαν οἱ συρμοί. bbox=[1338, 1140, 1560, 1178]
alevra-text: ΑΛΕΥΡΑ. Πρὸς τὸ τέλος τῆς ἑβδομάδος ὁ ἀγορὰ παρουσίασε κίνησιν. bbox=[916, 1668, 1115, 1706]
oikonomikon-banner bbox=[916, 1392, 1322, 1434]
ad-price: δρχ. 25 (μετὰ φόρου) bbox=[1377, 834, 1521, 849]
manthos-address: Ἀκώρως: Ἐθνικῆς Ἀμύνης 32 (ἄνω πάτωμα) bbox=[936, 1210, 1181, 1223]
masthead-day: ΣΑΒΒΑΤΟΝ 5 ΜΑΡΤΙΟΥ bbox=[79, 129, 245, 144]
prostasia-heading: Προσφυγικὸν ἰατρεῖον bbox=[700, 773, 860, 788]
doctor-address: Ὁδ. Πλάτωνος, ἔν. 5ον πάτωμα bbox=[298, 789, 459, 801]
oik-eid-heading: ΟΙΚΟΝΟΜΙΚΑΙ ΕΙΔΗΣΕΙΣ bbox=[1135, 1723, 1310, 1738]
sid-heading: Σιδηροδρόμων φθοράμετα bbox=[1365, 1124, 1533, 1138]
col6-text-1b: Ἀνακοινώσεων ὅτι οἱ συμμαθηταὶ ἀποφάσισαν Ἀσπασίας Ἐπιτροπῆς τοῦ Συνεταιρισμοῦ νὰ λειτουργεῖ ἡ ἐγκατάστασις κλπ. bbox=[1338, 1068, 1560, 1119]
dionysia-next: ΑΠΟ ΤΗΣ ΔΕΥΤΕΡΑΣ bbox=[296, 1996, 495, 2016]
lloyd-text-2: Τὸ ἀτμόπλοιον «Ἀδρία» ἀναμένεται ἐκ Κωνσταντινουπόλεως τὴν Κυριακὴν 6 τρέχ. καὶ θ' ἀναχωρήσῃ διὰ Βόλον, Πειραιᾶ, Κωνσταντινούπολιν, Βενετίαν, καὶ Τεργέστην. bbox=[700, 1003, 908, 1067]
elaia-text: ΕΛΑΙΑ. Τὰ ἔλαια Μυτιλήνης πωλοῦνται 42 δρχ. ἡ ὀκᾶ. bbox=[1123, 1473, 1322, 1498]
doctor-ad bbox=[280, 737, 477, 805]
farmakeia-text: Πανηγύρεως 25ης Μαρτίου, Τσόφας, Βενιζέλου 13, Ρόμπερτς Εὐαγγελιστρίας 2, Μπριανὴ Ἁγίας Σοφίας 19, Διχαμαρᾶ Ἀγίου Δημητρίου, Τουλάκας Ἀγίου Μηνᾶ 35, Ἀρμένας Ἐγνατίας, Κατσόγιαννης Βυζαντίου 17. bbox=[58, 1337, 266, 1426]
xronika-item-text: Ὁ ταμίας τῆς Γενικῆς Διοικήσεως θὰ ἐξοφλήσῃ τὰ ἐντάλματα. bbox=[1338, 376, 1560, 402]
dimarxia-sub: ΠΡΟΚΗΡΥΞΙΣ ΔΗΜΟΠΡΑΣΙΑΣ bbox=[711, 1106, 897, 1120]
psifisma-heading: ΨΗΦΙΣΜΑ bbox=[542, 285, 624, 302]
agrotes-text: Ἡ ἐπιτροπὴ προσφύγων ἀγροτῶν ἐπισκέφθη τὸν κ. Νομάρχην. bbox=[700, 694, 908, 719]
oik-eid-num: Ἀριθ. πρωτ. 2733 bbox=[1123, 1795, 1215, 1808]
amvrosios-heading: ΑΜΒΡΟΣΙΑΝΟΥ ΠΙΣΤ. ΣΥΝΕΤΑΙΡΙΣΜΟΣ «ΟΜΟΝΟΙΑ» ΣΑΝ. Ε. ΕΝ ΔΡΑΜΑ bbox=[1136, 146, 1308, 179]
proskliseis-text: Προσκαλοῦνται ἅπαντες οἱ ἐκ τῆς Ἀνατολῆς πρόσφυγες νὰ προσέλθουν εἰς τὰ γραφεῖα τῆς Προσφυγικῆς. bbox=[700, 838, 908, 876]
nea-community-6: Κοινότης Ἀλεξανδρουπόλεως bbox=[921, 676, 1107, 690]
rate-name: Φράγκον bbox=[918, 1493, 968, 1506]
eyxaristirion-text: Ἀπαρηγόρητοι διὰ τὸ δεινὸν πλῆγμα τοῦ θανάτου τοῦ προσφιλοῦς ἡμῶν Γαβριὴλ εὐχαριστοῦμεν θερμῶς ὅσους συμμετέσχον εἰς τὸ πένθος ἡμῶν. bbox=[58, 875, 266, 926]
rate-row bbox=[916, 1522, 1115, 1537]
keller-heading: ΜΑΞ ΚΕΛΛΕΡ ἰατρὸς bbox=[1370, 876, 1528, 893]
zitite-text-2: Ἐπαγγελματίας ὑπάλληλος ἀγγλοῦ Πρεσβευτοῦ. bbox=[280, 579, 477, 605]
dionysia-text: Ἡ πτῶσις ἑνὸς Θρόνου.—Θυσίαι—Βιδιοπρεπεῖς Γάμοι—Ἡ ἄρνησις τοῦ Στέμματος, μὲ τὴν διάσημον bbox=[325, 1950, 885, 1963]
simeron-line-4: Ἡ φαιοτέρα καὶ θελκτικωτέρα διασκέδασις τῆς ἐποχῆς bbox=[925, 1335, 1313, 1373]
prostasia-text: Ἡ ἐγκατάστασις τοῦ ἰατρείου ἐπερατώθη ἐντὸς τῆς ἑβδομάδος. bbox=[700, 790, 908, 816]
psifisma-sub: ΣΥΝΔΕΣΜΟΥ ΗΠΕΙΡΩΤΩΝ ΚΑΙ ΣΙΝΔΟΡΕΥΟΝΤΩΝ bbox=[505, 307, 662, 328]
dionysia-title: ΤΟ ΜΟΝΟΝ ΒΑΣΙΛΕΙΟΝ ΤΗΣ bbox=[369, 1917, 841, 1950]
emporiki-text-5: Ἡ κίνησις τῆς ἀγορᾶς ἐν γένει παρέμεινε καὶ χθὲς ἀμετάβλητος. Αἱ τιμαὶ τῶν ἀποικιακῶν εἰδῶν συνεχίζουν νὰ εἶναι σταθεραί. bbox=[916, 1819, 1115, 1870]
xronika-list bbox=[1338, 134, 1560, 650]
column-4 bbox=[916, 140, 1112, 1130]
engine-illustration bbox=[288, 1035, 460, 1207]
column-5 bbox=[1122, 140, 1322, 1130]
arotra-sub: ΔΙΧΕΙΡΑ-ΣΒΑΡΝΕΣ bbox=[345, 1000, 617, 1032]
athlitismos-banner bbox=[280, 80, 682, 144]
prosf-text: Ἐπιβάλλεται ὅπως ληφθῇ ὁμοῦ πρόνοια διὰ τοὺς ἐν τῇ πόλει παραμένοντας προσφυγικὰς οἰκογενείας αἵτινες εὑρίσκονται εἰσέτι ἄστεγοι. Ὁ Ἀν. Ἐκκλησιαστικὸς προστατευτικὸς κλπ. bbox=[700, 208, 908, 283]
profitis-sub: (Ἀνακοίνωσις) bbox=[1174, 737, 1270, 751]
nea-onomata-heading: ΝΕΑ ΟΝΟΜΑΤΑ bbox=[929, 146, 1099, 170]
xronika-banner bbox=[1358, 86, 1540, 128]
ad-event-3: ΠΕΡΙΦΡΟΥΡΗΣΕΙ ΚΑΙ ΜΗ bbox=[1381, 787, 1517, 799]
col6-text-1: Ἀνακοινώσεων ὅτι οἱ συμμαθηταὶ ἀποφάσισαν Ἀσπασίας Ἐπιτροπῆς τοῦ Συνεταιρισμοῦ νὰ λειτουργεῖ ἡ ἐγκατάστασις κλπ. bbox=[1338, 1014, 1560, 1064]
eidopoiisis-sign: Ἡ Διοίκ. Ἐπιτροπή bbox=[581, 710, 682, 723]
ekklisia-bold: Ἐξετάζεται πᾶσα ἀξίωσις ὑπὸ τῶν ἐπιτροπῶν ἀρτοποιῶν. bbox=[1122, 557, 1322, 583]
xronika-item-heading: —Ἐξοφλήσεις ὑπηρεσίας bbox=[1338, 360, 1496, 374]
simeron-title: ΣΗΜΕΡΟΝ bbox=[1038, 1245, 1200, 1275]
metakiniseis-heading: Μετακινήσεις προσφύγων bbox=[700, 568, 884, 583]
emporiki-text: Ἡ κίνησις τῆς ἀγορᾶς ἐν γένει παρέμεινε καὶ χθὲς ἀμετάβλητος. Αἱ τιμαὶ τῶν ἀποικιακῶν εἰδῶν συνεχίζουν νὰ εἶναι σταθεραί. bbox=[916, 1560, 1115, 1610]
paraxoreitai-text: γραφεῖον ἐπὶ τῆς ὁδοῦ Τσιμισκῆ ὁδῷ Πλατείας Ἀριστοτέλους Ἰ. Κ. Ἐπτατέκη. bbox=[280, 609, 477, 647]
profitis-sub-heading: ΙΕΡΟΣ ΒΥΖΑΝΤΙΝΟΣ ΝΑΟΣ bbox=[1122, 691, 1322, 707]
xrim2-heading: ΧΡΗΜΑΤΙΣΤΗΡΙΟΝ ΕΜΠΟΡΕΥΜΑΤΩΝ bbox=[1167, 1587, 1278, 1610]
pistoseis-heading: Πιστώσεις bbox=[700, 411, 775, 426]
rossiki-owner: ΘΕΟΔΩΡΟΥ ΠΟΛΑΤΩΦ bbox=[382, 881, 580, 901]
